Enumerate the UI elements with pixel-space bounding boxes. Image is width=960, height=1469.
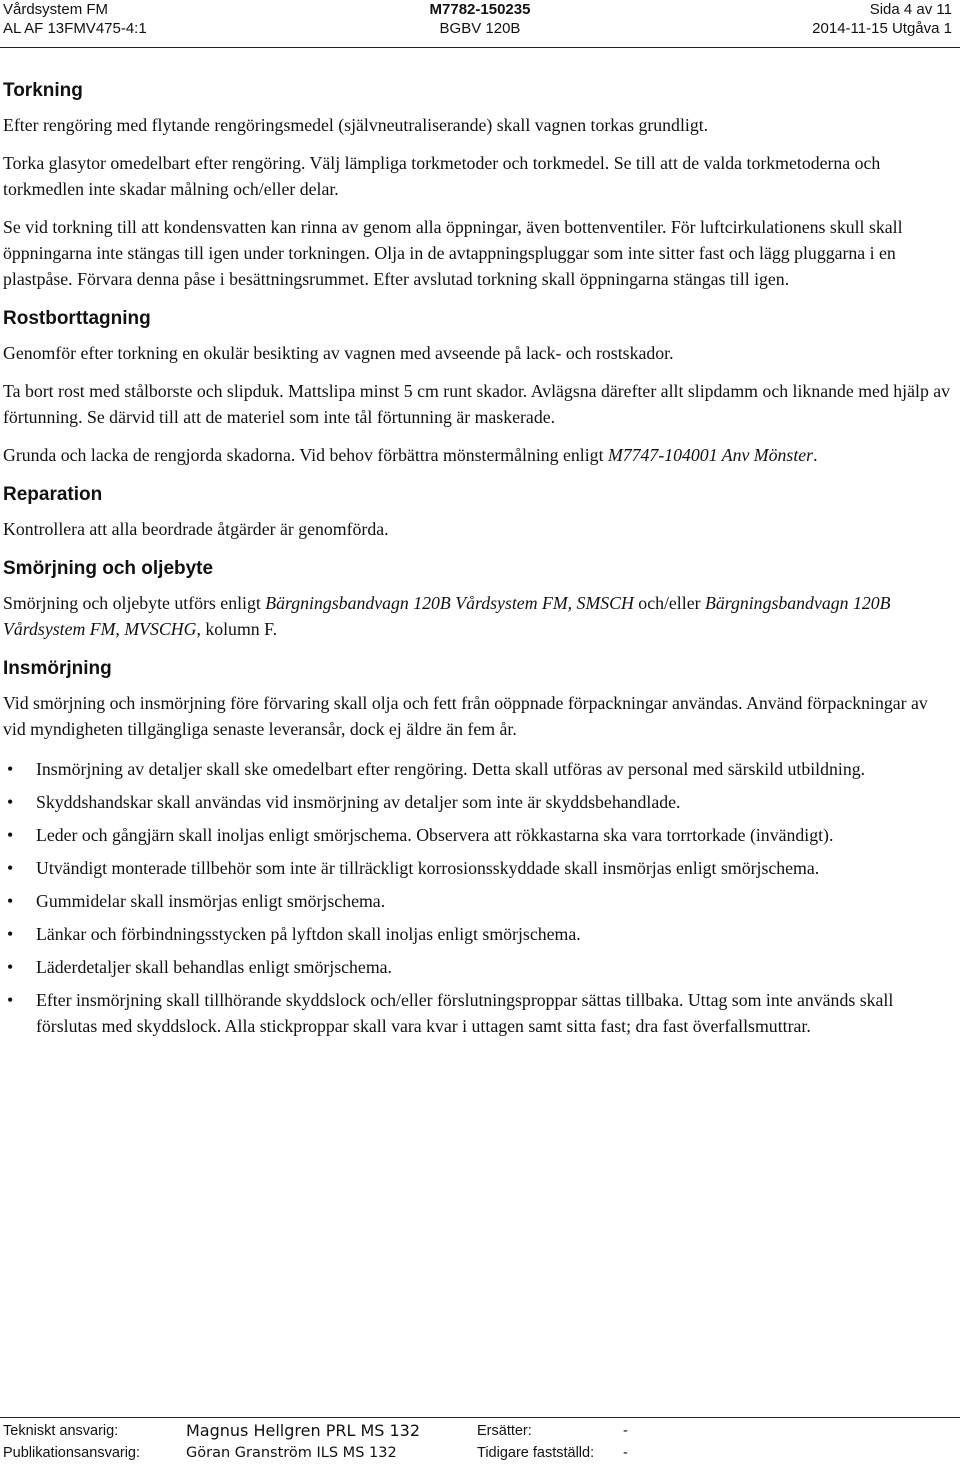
list-item: [3, 855, 953, 881]
list-item: [3, 756, 953, 782]
footer-prev-label: Tidigare fastställd:: [477, 1445, 595, 1461]
rost-paragraph-3: [3, 442, 953, 468]
rost-p3-reference: M7747-104001 Anv Mönster: [607, 445, 814, 465]
header-doc-number: M7782-150235: [429, 1, 531, 18]
list-item-text: Insmörjning av detaljer skall ske omedelbart efter rengöring. Detta skall utföras av personal med särskild utbildning.: [36, 759, 866, 779]
list-item-text: Leder och gångjärn skall inoljas enligt smörjschema. Observera att rökkastarna ska vara torrtorkade (invändigt).: [36, 825, 834, 845]
rost-p3-end: .: [813, 445, 818, 465]
list-item-text: Länkar och förbindningsstycken på lyftdon skall inoljas enligt smörjschema.: [36, 924, 581, 944]
heading-rostborttagning: Rostborttagning: [3, 308, 151, 329]
torkning-paragraph-1: Efter rengöring med flytande rengöringsmedel (självneutraliserande) skall vagnen torkas grundligt.: [3, 115, 709, 135]
list-item-text: Läderdetaljer skall behandlas enligt smörjschema.: [36, 957, 392, 977]
heading-reparation: Reparation: [3, 484, 103, 505]
bullet-icon: •: [7, 858, 14, 878]
document-body: [3, 78, 953, 1046]
smorjning-text-1: Smörjning och oljebyte utförs enligt: [3, 593, 266, 613]
insmorjning-paragraph: Vid smörjning och insmörjning före förvaring skall olja och fett från oöppnade förpackningar användas. Använd förpackningar av vid myndigheten tillgängliga senaste leveransår, dock ej äldre än fem år.: [3, 693, 928, 739]
list-item: [3, 987, 953, 1039]
smorjning-paragraph: [3, 590, 953, 642]
footer-row-publication: [3, 1445, 953, 1467]
bullet-icon: •: [7, 792, 14, 812]
list-item-text: Skyddshandskar skall användas vid insmörjning av detaljer som inte är skyddsbehandlade.: [36, 792, 681, 812]
footer-replaces-label: Ersätter:: [477, 1423, 532, 1439]
list-item-text: Efter insmörjning skall tillhörande skyddslock och/eller förslutningsproppar sättas tillbaka. Uttag som inte används skall förslutas med skyddslock. Alla stickproppar skall vara kvar i uttagen samt sitta fast; dra fast överfallsmuttrar.: [36, 990, 894, 1036]
footer-rule: [0, 1417, 960, 1418]
footer-prev-value: -: [623, 1445, 628, 1461]
smorjning-text-2: och/eller: [633, 593, 705, 613]
list-item: [3, 789, 953, 815]
list-item-text: Utvändigt monterade tillbehör som inte är tillräckligt korrosionsskyddade skall insmörjas enligt smörjschema.: [36, 858, 820, 878]
bullet-icon: •: [7, 891, 14, 911]
reparation-paragraph-1: Kontrollera att alla beordrade åtgärder är genomförda.: [3, 519, 389, 539]
bullet-icon: •: [7, 990, 14, 1010]
footer-replaces-value: -: [623, 1423, 628, 1439]
smorjning-reference-2: Bärgningsbandvagn 120B Vårdsystem FM, MVSCHG: [3, 593, 891, 639]
footer-pub-label: Publikationsansvarig:: [3, 1445, 141, 1461]
bullet-icon: •: [7, 957, 14, 977]
smorjning-text-3: , kolumn F.: [196, 619, 278, 639]
header-system: Vårdsystem FM: [3, 1, 109, 18]
header-reference: AL AF 13FMV475-4:1: [3, 20, 147, 37]
list-item: [3, 954, 953, 980]
rost-p3-text: Grunda och lacka de rengjorda skadorna. Vid behov förbättra mönstermålning enligt: [3, 445, 608, 465]
heading-torkning: Torkning: [3, 80, 83, 101]
list-item: [3, 888, 953, 914]
smorjning-reference-1: Bärgningsbandvagn 120B Vårdsystem FM, SMSCH: [265, 593, 634, 613]
footer-row-technical: [3, 1423, 953, 1445]
page-header: [0, 0, 960, 40]
bullet-icon: •: [7, 825, 14, 845]
list-item-text: Gummidelar skall insmörjas enligt smörjschema.: [36, 891, 386, 911]
list-item: [3, 921, 953, 947]
page-footer: [3, 1423, 953, 1467]
header-date-edition: 2014-11-15 Utgåva 1: [812, 20, 952, 37]
torkning-paragraph-3: Se vid torkning till att kondensvatten kan rinna av genom alla öppningar, även bottenventiler. För luftcirkulationens skull skall öppningarna inte stängas till igen under torkningen. Olja in de avtappningspluggar som inte sitter fast och lägg pluggarna i en plastpåse. Förvara denna påse i besättningsrummet. Efter avslutad torkning skall öppningarna stängas till igen.: [3, 217, 903, 289]
heading-insmorjning: Insmörjning: [3, 658, 112, 679]
bullet-icon: •: [7, 759, 14, 779]
bullet-icon: •: [7, 924, 14, 944]
rost-paragraph-1: Genomför efter torkning en okulär besikting av vagnen med avseende på lack- och rostskador.: [3, 343, 674, 363]
header-vehicle: BGBV 120B: [439, 20, 521, 37]
insmorjning-bullet-list: [3, 756, 953, 1039]
rost-paragraph-2: Ta bort rost med stålborste och slipduk. Mattslipa minst 5 cm runt skador. Avlägsna därefter allt slipdamm och liknande med hjälp av förtunning. Se därvid till att de materiel som inte tål förtunning är maskerade.: [3, 381, 951, 427]
footer-tech-name: Magnus Hellgren PRL MS 132: [186, 1421, 421, 1440]
torkning-paragraph-2: Torka glasytor omedelbart efter rengöring. Välj lämpliga torkmetoder och torkmedel. Se till att de valda torkmetoderna och torkmedlen inte skadar målning och/eller delar.: [3, 153, 881, 199]
list-item: [3, 822, 953, 848]
header-rule: [0, 47, 960, 48]
footer-pub-name: Göran Granström ILS MS 132: [186, 1445, 397, 1461]
footer-tech-label: Tekniskt ansvarig:: [3, 1423, 119, 1439]
header-page-number: Sida 4 av 11: [869, 1, 952, 18]
heading-smorjning: Smörjning och oljebyte: [3, 558, 214, 579]
